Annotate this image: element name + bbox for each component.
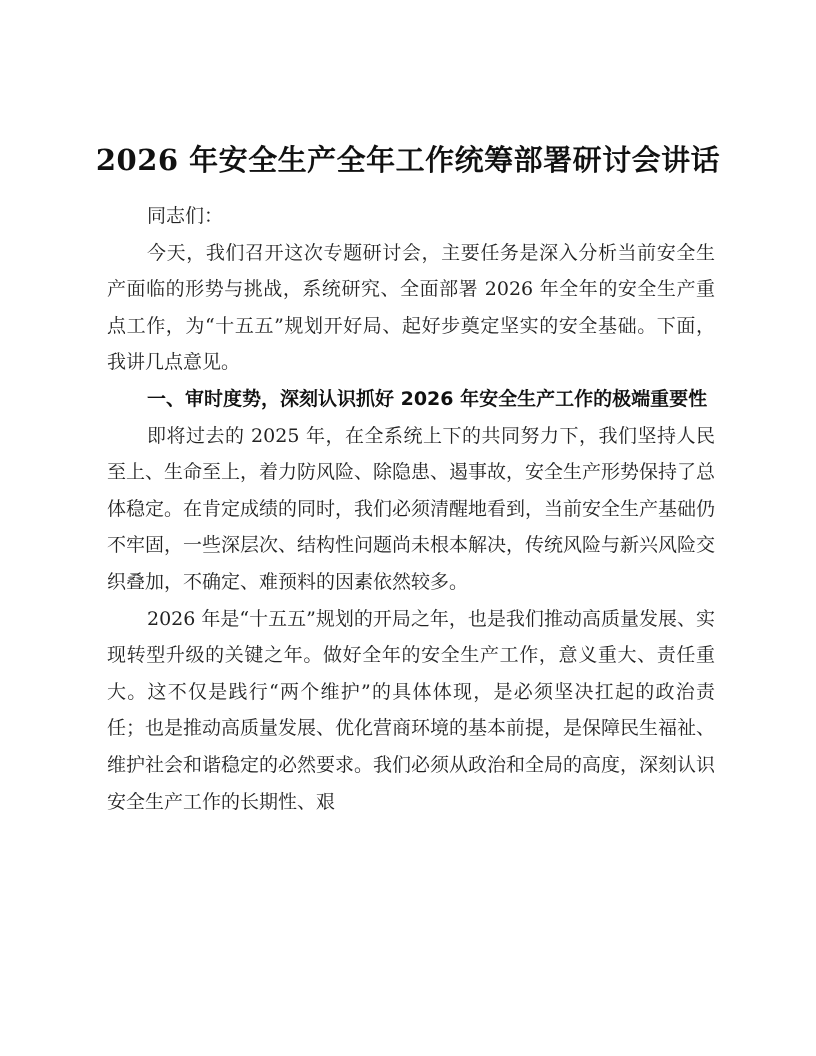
document-title: 2026 年安全生产全年工作统筹部署研讨会讲话 xyxy=(95,143,721,177)
salutation: 同志们： xyxy=(147,205,224,227)
paragraph-situation: 即将过去的 2025 年，在全系统上下的共同努力下，我们坚持人民至上、生命至上，着力防风险、除隐患、遏事故，安全生产形势保持了总体稳定。在肯定成绩的同时，我们必须清醒地看到，当前安全生产基础仍不牢固，一些深层次、结构性问题尚未根本解决，传统风险与新兴风险交织叠加，不确定、难预料的因素依然较多。 xyxy=(107,424,716,593)
section-heading-1: 一、审时度势，深刻认识抓好 2026 年安全生产工作的极端重要性 xyxy=(147,387,708,410)
document-body xyxy=(107,198,715,820)
paragraph-intro: 今天，我们召开这次专题研讨会，主要任务是深入分析当前安全生产面临的形势与挑战，系统研究、全面部署 2026 年全年的安全生产重点工作，为“十五五”规划开好局、起好步奠定坚实的安全基础。下面，我讲几点意见。 xyxy=(107,241,715,374)
paragraph-significance: 2026 年是“十五五”规划的开局之年，也是我们推动高质量发展、实现转型升级的关键之年。做好全年的安全生产工作，意义重大、责任重大。这不仅是践行“两个维护”的具体体现，是必须坚决扛起的政治责任；也是推动高质量发展、优化营商环境的基本前提，是保障民生福祉、维护社会和谐稳定的必然要求。我们必须从政治和全局的高度，深刻认识安全生产工作的长期性、艰 xyxy=(107,607,716,813)
